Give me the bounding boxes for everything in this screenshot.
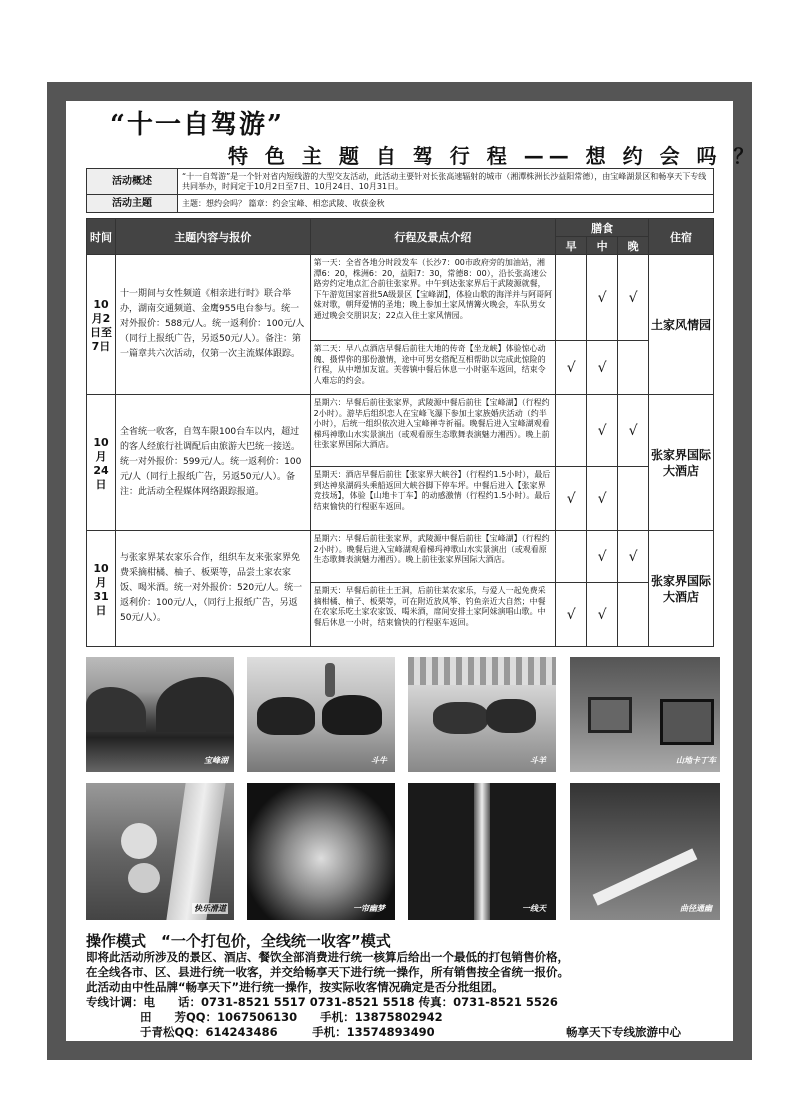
date-cell: 10月31日	[87, 531, 116, 647]
hotline-label: 专线计调：电 话：	[86, 995, 201, 1009]
meal-lunch: √	[587, 255, 618, 341]
meal-lunch: √	[587, 583, 618, 647]
theme-text: 主题：想约会吗？ 篇章：约会宝峰、相恋武陵、收获金秋	[178, 195, 714, 213]
meal-dinner	[618, 467, 649, 531]
meal-lunch: √	[587, 341, 618, 395]
theme-label: 活动主题	[87, 195, 178, 213]
page-subtitle: 特 色 主 题 自 驾 行 程 —— 想 约 会 吗 ？	[228, 144, 759, 168]
photo-goatfight	[408, 657, 556, 772]
organizer-name: 畅享天下专线旅游中心	[566, 1025, 681, 1039]
theme-content-cell: 与张家界某农家乐合作，组织车友来张家界免费采摘柑橘、柚子、板栗等，品尝土家农家饭、喝米酒。统一对外报价：520元/人。统一返利价：100元/人，（同行上报纸广告，另返50元/人）。	[115, 531, 310, 647]
photo-caption: 山地卡丁车	[676, 756, 716, 765]
header-time: 时间	[87, 219, 116, 255]
theme-content-cell: 全省统一收客，自驾车限100台车以内，超过的客人经旅行社调配后由旅游大巴统一接送。统一对外报价：599元/人。统一返利价：100元/人（同行上报纸广告，另返50元/人）。备注：此活动全程媒体网络跟踪报道。	[115, 395, 310, 531]
photo-narrow-gorge	[408, 783, 556, 920]
photo-caption: 一线天	[522, 904, 546, 913]
photo-caption: 一帘幽梦	[353, 904, 385, 913]
overview-text: “十一自驾游”是一个针对省内短线游的大型交友活动，此活动主要针对长张高速辐射的城市（湘潭株洲长沙益阳常德），由宝峰湖景区和畅享天下专线共同举办，时间定于10月2日至7日、10月24日、10月31日。	[178, 169, 714, 195]
operation-mode-title: 操作模式 “一个打包价，全线统一收客”模式	[86, 932, 391, 950]
overview-label: 活动概述	[87, 169, 178, 195]
table-row	[87, 395, 714, 467]
itinerary-cell: 星期六：早餐后前往张家界，武陵源中餐后前往【宝峰湖】（行程约2小时）。晚餐后进入宝峰湖观看梯玛神歌山水实景演出（或观看原生态歌舞表演魅力湘西）。晚上前往张家界国际大酒店。	[310, 531, 556, 583]
meal-breakfast: √	[556, 583, 587, 647]
photo-caption: 宝峰湖	[204, 756, 228, 765]
meal-breakfast	[556, 255, 587, 341]
contact-1: 田 芳QQ：1067506130 手机：13875802942	[140, 1010, 443, 1024]
meal-lunch: √	[587, 467, 618, 531]
meal-breakfast	[556, 531, 587, 583]
meal-dinner	[618, 341, 649, 395]
meal-dinner: √	[618, 395, 649, 467]
hotline-row	[86, 994, 558, 1010]
contact-2: 于青松QQ：614243486 手机：13574893490	[140, 1025, 435, 1039]
header-hotel: 住宿	[649, 219, 714, 255]
meal-breakfast: √	[556, 467, 587, 531]
overview-table	[86, 168, 714, 213]
meal-lunch: √	[587, 531, 618, 583]
hotline-phones: 0731-8521 5517 0731-8521 5518 传真：0731-8521 5526	[201, 995, 558, 1009]
footer-line-2: 在全线各市、区、县进行统一收客，并交给畅享天下进行统一操作，所有销售按全省统一报价。	[86, 965, 569, 979]
meal-dinner	[618, 583, 649, 647]
theme-content-cell: 十一期间与女性频道《相亲进行时》联合举办，湖南交通频道、金鹰955电台参与。统一对外报价：588元/人。统一返利价：100元/人（同行上报纸广告，另返50元/人）。备注：第一篇章共六次活动，仅第一次主流媒体跟踪。	[115, 255, 310, 395]
photo-kart	[570, 657, 720, 772]
hotel-cell: 张家界国际大酒店	[649, 395, 714, 531]
photo-winding-path	[570, 783, 720, 920]
footer-line-1: 即将此活动所涉及的景区、酒店、餐饮全部消费进行统一核算后给出一个最低的打包销售价格，	[86, 950, 569, 964]
itinerary-cell: 第一天：全省各地分时段发车（长沙7：00市政府旁的加油站，湘潭6：20，株洲6：20，益阳7：30，常德8：00），沿长张高速公路旁约定地点汇合前往张家界。中午到达张家界后于武陵源就餐，下午游览国家首批5A级景区【宝峰湖】，体验山歌的海洋并与阿哥阿妹对歌，朝拜爱情的圣地；晚上参加土家风情篝火晚会，车队男女通过晚会交朋识友；22点入住土家风情园。	[310, 255, 556, 341]
photo-baofeng-lake	[86, 657, 234, 772]
hotel-cell: 土家风情园	[649, 255, 714, 395]
photo-caption: 曲径通幽	[680, 904, 712, 913]
photo-caption: 斗羊	[530, 756, 546, 765]
itinerary-cell: 第二天：早八点酒店早餐后前往大地的传奇【坐龙峡】体验惊心动魄、摄悍你的那份激情，途中可男女搭配互相帮助以完成此惊险的行程，从中增加友谊。芙蓉镇中餐后休息一小时驱车返回，结束令人难忘的约会。	[310, 341, 556, 395]
itinerary-cell: 星期六：早餐后前往张家界，武陵源中餐后前往【宝峰湖】（行程约2小时）。游毕后组织恋人在宝峰飞瀑下参加土家族婚庆活动（约半小时），后统一组织依次进入宝峰禅寺祈福。晚餐后进入宝峰湖观看梯玛神歌山水实景演出（或观看原生态歌舞表演魅力湘西）。晚上前往张家界国际大酒店。	[310, 395, 556, 467]
photo-bullfight	[247, 657, 395, 772]
itinerary-cell: 星期天：早餐后前往土王洞，后前往某农家乐，与爱人一起免费采摘柑橘、柚子、板栗等，可在附近放风筝、钓鱼亲近大自然；中餐在农家乐吃土家农家饭、喝米酒，席间安排土家阿妹演唱山歌。中餐后休息一小时，结束愉快的行程驱车返回。	[310, 583, 556, 647]
meal-dinner: √	[618, 255, 649, 341]
photo-cave	[247, 783, 395, 920]
photo-caption: 斗牛	[371, 756, 387, 765]
itinerary-table	[86, 218, 714, 647]
header-breakfast: 早	[556, 237, 587, 255]
header-meals: 膳食	[556, 219, 649, 237]
table-row	[87, 531, 714, 583]
meal-dinner: √	[618, 531, 649, 583]
photo-slide	[86, 783, 234, 920]
meal-lunch: √	[587, 395, 618, 467]
header-itinerary: 行程及景点介绍	[310, 219, 556, 255]
meal-breakfast: √	[556, 341, 587, 395]
header-dinner: 晚	[618, 237, 649, 255]
meal-breakfast	[556, 395, 587, 467]
date-cell: 10月24日	[87, 395, 116, 531]
hotel-cell: 张家界国际大酒店	[649, 531, 714, 647]
date-cell: 10月2日至7日	[87, 255, 116, 395]
page-title: “十一自驾游”	[110, 110, 284, 140]
photo-caption: 快乐滑道	[194, 904, 226, 913]
footer-line-3: 此活动由中性品牌“畅享天下”进行统一操作，按实际收客情况确定是否分批组团。	[86, 980, 504, 994]
itinerary-cell: 星期天：酒店早餐后前往【张家界大峡谷】（行程约1.5小时），最后到达神泉湖码头乘船返回大峡谷脚下停车坪。中餐后进入【张家界竞技场】，体验【山地卡丁车】的动感激情（行程约1.5小时）。最后结束愉快的行程驱车返回。	[310, 467, 556, 531]
table-row	[87, 255, 714, 341]
header-content: 主题内容与报价	[115, 219, 310, 255]
header-lunch: 中	[587, 237, 618, 255]
